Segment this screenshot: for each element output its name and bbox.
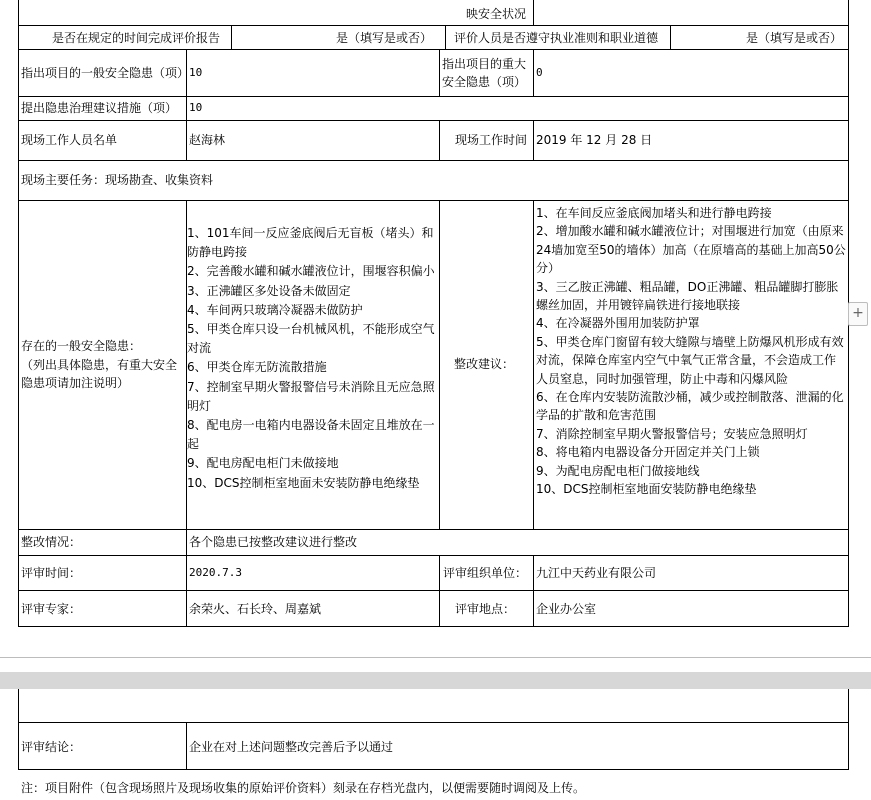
- experts-value: 余荣火、石长玲、周嘉斌: [189, 602, 322, 616]
- review-time-value: 2020.7.3: [189, 566, 242, 579]
- col-divider: [533, 200, 534, 529]
- status-value: 各个隐患已按整改建议进行整改: [189, 535, 358, 549]
- list-item: 6、甲类仓库无防流散措施: [187, 360, 327, 375]
- col-divider: [670, 25, 671, 49]
- suggestions-list: [536, 204, 846, 499]
- list-item: 10、DCS控制柜室地面安装防静电绝缘垫: [536, 482, 757, 497]
- list-item: 4、车间两只玻璃冷凝器未做防护: [187, 302, 363, 317]
- col-divider: [231, 25, 232, 49]
- row-line: [18, 120, 849, 121]
- staff-value: 赵海林: [189, 133, 226, 147]
- suggestions-label: 整改建议：: [454, 357, 515, 371]
- top-fragment-text: 映安全状况: [466, 7, 527, 21]
- col-divider: [533, 49, 534, 96]
- table-border-right: [848, 689, 849, 769]
- row-line: [18, 555, 849, 556]
- col-divider: [439, 200, 440, 529]
- row-line: [18, 769, 849, 770]
- row-line: [18, 96, 849, 97]
- conclusion-value: 企业在对上述问题整改完善后予以通过: [189, 740, 394, 754]
- review-time-label: 评审时间：: [21, 566, 82, 580]
- major-hazards-value: 0: [536, 66, 543, 79]
- work-time-label: 现场工作时间: [455, 133, 528, 147]
- major-hazards-label-line1: 指出项目的重大: [442, 57, 527, 71]
- experts-label: 评审专家：: [21, 602, 82, 616]
- hazards-list: [187, 224, 437, 493]
- major-hazards-label-line2: 安全隐患（项）: [442, 75, 527, 89]
- list-item: 7、控制室早期火警报警信号未消除且无应急照明灯: [187, 379, 435, 413]
- col-divider: [439, 120, 440, 160]
- list-item: 8、将电箱内电器设备分开固定并关门上锁: [536, 445, 760, 460]
- ethics-value: 是（填写是或否）: [746, 31, 843, 45]
- list-item: 4、在冷凝器外围用加装防护罩: [536, 316, 700, 331]
- hazards-label-line2: （列出具体隐患，有重大安全: [21, 358, 178, 372]
- ethics-label: 评价人员是否遵守执业准则和职业道德: [454, 31, 659, 45]
- col-divider: [533, 0, 534, 25]
- hazards-label-line1: 存在的一般安全隐患：: [21, 339, 142, 353]
- list-item: 3、正沸罐区多处设备未做固定: [187, 283, 351, 298]
- work-time-value: 2019 年 12 月 28 日: [536, 133, 653, 147]
- timely-report-label: 是否在规定的时间完成评价报告: [52, 31, 221, 45]
- review-org-value: 九江中天药业有限公司: [536, 566, 657, 580]
- list-item: 2、增加酸水罐和碱水罐液位计；对围堰进行加宽（由原来24墙加宽至50的墙体）加高（在原墙高的基础上加高50公分）: [536, 224, 846, 276]
- conclusion-label: 评审结论：: [21, 740, 82, 754]
- row-line: [18, 49, 849, 50]
- page-edge-line: [0, 657, 871, 658]
- general-hazards-label: 指出项目的一般安全隐患（项）: [21, 66, 190, 80]
- footnote-text: 注：项目附件（包含现场照片及现场收集的原始评价资料）刻录在存档光盘内，以便需要随时调阅及上传。: [21, 781, 586, 795]
- row-line: [18, 25, 849, 26]
- general-hazards-value: 10: [189, 66, 203, 79]
- list-item: 9、配电房配电柜门未做接地: [187, 456, 339, 471]
- col-divider: [186, 96, 187, 120]
- col-divider: [439, 49, 440, 96]
- row-line: [18, 626, 849, 627]
- row-line: [18, 722, 849, 723]
- list-item: 8、配电房一电箱内电器设备未固定且堆放在一起: [187, 418, 435, 452]
- list-item: 1、在车间反应釜底阀加堵头和进行静电跨接: [536, 206, 772, 220]
- list-item: 9、为配电房配电柜门做接地线: [536, 463, 700, 478]
- table-border-left: [18, 689, 19, 769]
- col-divider: [445, 25, 446, 49]
- measures-value: 10: [189, 101, 203, 114]
- hazards-label-line3: 隐患项请加注说明）: [21, 376, 130, 390]
- list-item: 2、完善酸水罐和碱水罐液位计，围堰容积偏小: [187, 264, 435, 279]
- add-row-button[interactable]: +: [848, 302, 868, 326]
- row-line: [18, 529, 849, 530]
- timely-report-value: 是（填写是或否）: [336, 31, 433, 45]
- list-item: 5、甲类仓库门窗留有较大缝隙与墙壁上防爆风机形成有效对流，保障仓库室内空气中氧气正常含量，不会造成工作人员窒息，同时加强管理，防止中毒和闪爆风险: [536, 334, 844, 386]
- list-item: 1、101车间一反应釜底阀后无盲板（堵头）和防静电跨接: [187, 226, 434, 260]
- status-label: 整改情况：: [21, 535, 82, 549]
- review-org-label: 评审组织单位：: [443, 566, 528, 580]
- list-item: 10、DCS控制柜室地面未安装防静电绝缘垫: [187, 475, 420, 490]
- col-divider: [186, 120, 187, 160]
- measures-label: 提出隐患治理建议措施（项）: [21, 101, 178, 115]
- col-divider: [186, 722, 187, 769]
- row-line: [18, 160, 849, 161]
- table-border-left: [18, 0, 19, 626]
- row-line: [18, 200, 849, 201]
- row-line: [18, 590, 849, 591]
- col-divider: [533, 120, 534, 160]
- main-task-text: 现场主要任务：现场勘查、收集资料: [21, 173, 214, 187]
- list-item: 5、甲类仓库只设一台机械风机，不能形成空气对流: [187, 322, 435, 356]
- list-item: 6、在仓库内安装防流散沙桶，减少或控制散落、泄漏的化学品的扩散和危害范围: [536, 390, 844, 423]
- page-break-band: [0, 672, 871, 689]
- list-item: 3、三乙胺正沸罐、粗品罐，DO正沸罐、粗品罐脚打膨胀螺丝加固，并用镀锌扁铁进行接地联接: [536, 279, 839, 313]
- review-place-value: 企业办公室: [536, 602, 597, 616]
- list-item: 7、消除控制室早期火警报警信号；安装应急照明灯: [536, 426, 808, 441]
- staff-label: 现场工作人员名单: [21, 133, 118, 147]
- review-place-label: 评审地点：: [455, 602, 516, 616]
